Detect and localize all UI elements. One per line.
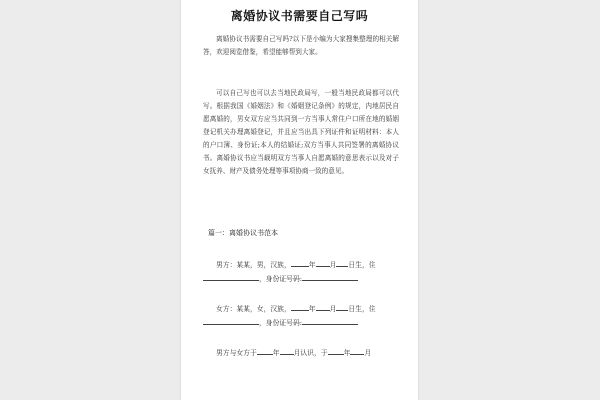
right-background bbox=[418, 0, 600, 400]
blank-field bbox=[302, 316, 358, 325]
year-label: 年 bbox=[308, 261, 316, 269]
month-label: 月 bbox=[329, 261, 337, 269]
meet-prefix: 男方与女方于 bbox=[216, 349, 257, 357]
month-label: 月 bbox=[329, 305, 337, 313]
meet-year2-label: 年 bbox=[343, 349, 351, 357]
blank-field bbox=[257, 346, 273, 355]
male-id-line bbox=[203, 272, 399, 286]
meet-year-label: 年 bbox=[272, 349, 280, 357]
blank-field bbox=[350, 346, 364, 355]
id-label: ，身份证号码: bbox=[259, 275, 303, 283]
day-born-label: 日生，住 bbox=[348, 305, 376, 313]
blank-field bbox=[291, 258, 309, 267]
blank-field bbox=[336, 302, 348, 311]
blank-field bbox=[203, 272, 259, 281]
meeting-line bbox=[203, 346, 399, 360]
day-born-label: 日生，住 bbox=[348, 261, 376, 269]
intro-paragraph: 离婚协议书需要自己写吗?以下是小编为大家搜集整理的相关解答，欢迎阅览借鉴，希望能够帮到大家。 bbox=[203, 35, 399, 56]
female-party-line bbox=[203, 302, 399, 316]
left-background bbox=[0, 0, 181, 400]
blank-field bbox=[316, 258, 330, 267]
blank-field bbox=[328, 346, 344, 355]
blank-field bbox=[291, 302, 309, 311]
meet-month-label: 月认识，于 bbox=[293, 349, 328, 357]
document-page bbox=[181, 0, 418, 400]
id-label: ，身份证号码: bbox=[259, 319, 303, 327]
blank-field bbox=[203, 316, 259, 325]
male-party-prefix: 男方：某某，男，汉族， bbox=[216, 261, 291, 269]
section-heading: 篇一：离婚协议书范本 bbox=[208, 229, 278, 237]
blank-field bbox=[316, 302, 330, 311]
meet-month2-label: 月 bbox=[364, 349, 372, 357]
document-title: 离婚协议书需要自己写吗 bbox=[230, 9, 369, 23]
body-paragraph: 可以自己写也可以去当地民政局写，一般当地民政局都可以代写。根据我国《婚姻法》和《婚姻登记条例》的规定，内地居民自愿离婚的，男女双方应当共同到一方当事人常住户口所在地的婚姻登记机关办理离婚登记，并且应当出具下列证件和证明材料：本人的户口簿、身份证;本人的结婚证;双方当事人共同签署的离婚协议书。离婚协议书应当载明双方当事人自愿离婚的意思表示以及对子女抚养、财产及债务处理等事项协商一致的意见。 bbox=[203, 89, 399, 175]
blank-field bbox=[302, 272, 358, 281]
male-party-line bbox=[203, 258, 399, 272]
year-label: 年 bbox=[308, 305, 316, 313]
blank-field bbox=[280, 346, 294, 355]
female-id-line bbox=[203, 316, 399, 330]
blank-field bbox=[336, 258, 348, 267]
female-party-prefix: 女方：某某，女，汉族， bbox=[216, 305, 291, 313]
